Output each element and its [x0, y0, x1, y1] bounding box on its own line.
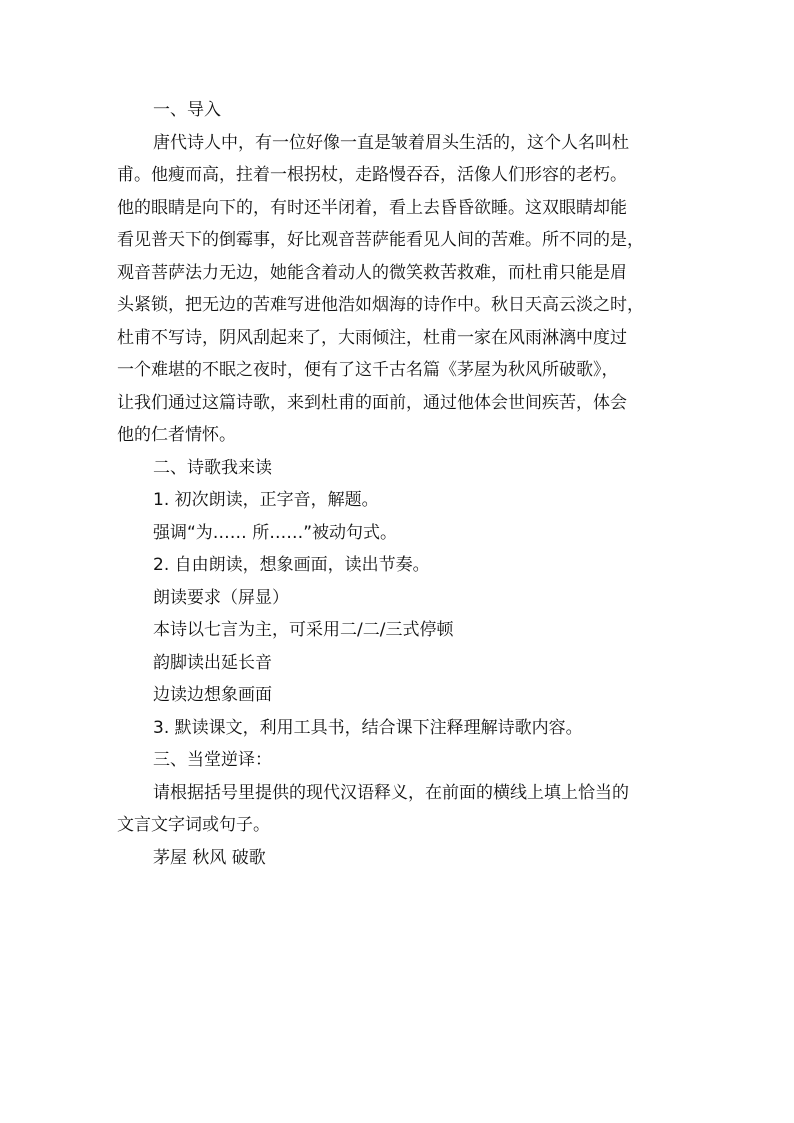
intro-paragraph-line: 唐代诗人中，有一位好像一直是皱着眉头生活的，这个人名叫杜	[153, 132, 629, 153]
intro-paragraph-line: 让我们通过这篇诗歌，来到杜甫的面前，通过他体会世间疾苦，体会	[117, 392, 627, 413]
reading-item-1-note: 强调“为…… 所……”被动句式。	[153, 522, 398, 543]
section-heading-intro: 一、导入	[153, 100, 221, 120]
intro-paragraph-line: 他的仁者情怀。	[117, 425, 236, 445]
reading-requirements-title: 朗读要求（屏显）	[153, 587, 289, 608]
document-body	[117, 94, 685, 874]
intro-paragraph-line: 他的眼睛是向下的，有时还半闭着，看上去昏昏欲睡。这双眼睛却能	[117, 197, 627, 218]
reading-requirement: 边读边想象画面	[153, 685, 272, 705]
translation-words: 茅屋 秋风 破歌	[153, 847, 266, 868]
intro-paragraph-line: 观音菩萨法力无边，她能含着动人的微笑救苦救难，而杜甫只能是眉	[117, 262, 627, 283]
intro-paragraph-line: 甫。他瘦而高，拄着一根拐杖，走路慢吞吞，活像人们形容的老朽。	[117, 165, 627, 185]
translation-instruction-line: 请根据括号里提供的现代汉语释义，在前面的横线上填上恰当的	[153, 782, 629, 803]
reading-item-2: 2. 自由朗读，想象画面，读出节奏。	[153, 555, 430, 575]
reading-requirement: 本诗以七言为主，可采用二/二/三式停顿	[153, 620, 454, 640]
section-heading-reading: 二、诗歌我来读	[153, 457, 272, 478]
section-heading-translation: 三、当堂逆译：	[153, 750, 272, 770]
reading-item-3: 3. 默读课文，利用工具书，结合课下注释理解诗歌内容。	[153, 717, 583, 738]
translation-instruction-line: 文言文字词或句子。	[117, 815, 270, 835]
intro-paragraph-line: 一个难堪的不眠之夜时，便有了这千古名篇《茅屋为秋风所破歌》，	[117, 360, 619, 380]
intro-paragraph-line: 头紧锁，把无边的苦难写进他浩如烟海的诗作中。秋日天高云淡之时，	[117, 295, 644, 315]
reading-requirement: 韵脚读出延长音	[153, 652, 272, 673]
intro-paragraph-line: 杜甫不写诗，阴风刮起来了，大雨倾注，杜甫一家在风雨淋漓中度过	[117, 327, 627, 348]
intro-paragraph-line: 看见普天下的倒霉事，好比观音菩萨能看见人间的苦难。所不同的是，	[117, 230, 644, 250]
reading-item-1: 1. 初次朗读，正字音，解题。	[153, 490, 379, 510]
